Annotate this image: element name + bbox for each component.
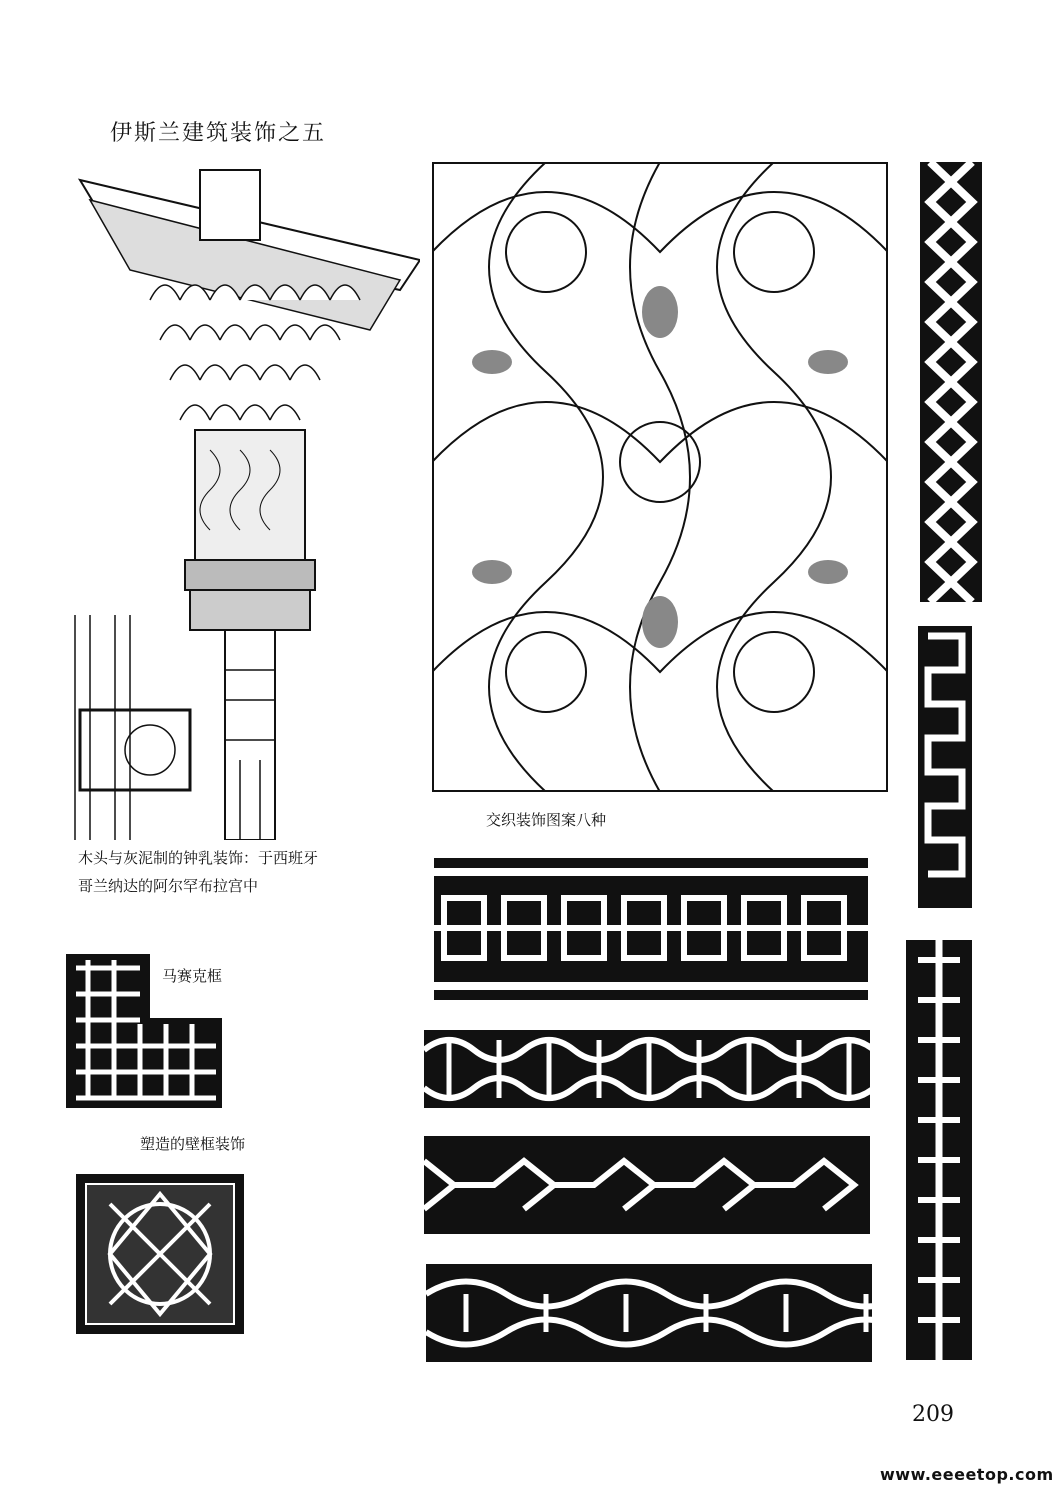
- vertical-interlace-border-3: [906, 940, 972, 1360]
- capital-caption-line1: 木头与灰泥制的钟乳装饰：于西班牙: [78, 849, 319, 867]
- capital-caption-line2: 哥兰纳达的阿尔罕布拉宫中: [78, 877, 259, 895]
- arabesque-interlace-panel: [432, 162, 888, 792]
- horizontal-interlace-border-2: [424, 1030, 870, 1108]
- carved-square-panel: [76, 1174, 244, 1334]
- horizontal-interlace-border-4: [426, 1264, 872, 1362]
- horizontal-interlace-border-3: [424, 1136, 870, 1234]
- vertical-interlace-border-1: [920, 162, 982, 602]
- site-watermark: www.eeeetop.com: [880, 1465, 1054, 1484]
- carved-wall-caption: 塑造的壁框装饰: [140, 1135, 246, 1153]
- page-title: 伊斯兰建筑装饰之五: [110, 121, 327, 146]
- page-number: 209: [912, 1402, 954, 1427]
- vertical-interlace-border-2: [918, 626, 972, 908]
- muqarnas-capital-illustration: [70, 160, 420, 840]
- interlace-patterns-caption: 交织装饰图案八种: [486, 811, 607, 829]
- mosaic-frame-caption: 马赛克框: [162, 967, 223, 985]
- horizontal-interlace-border-1: [434, 858, 868, 1000]
